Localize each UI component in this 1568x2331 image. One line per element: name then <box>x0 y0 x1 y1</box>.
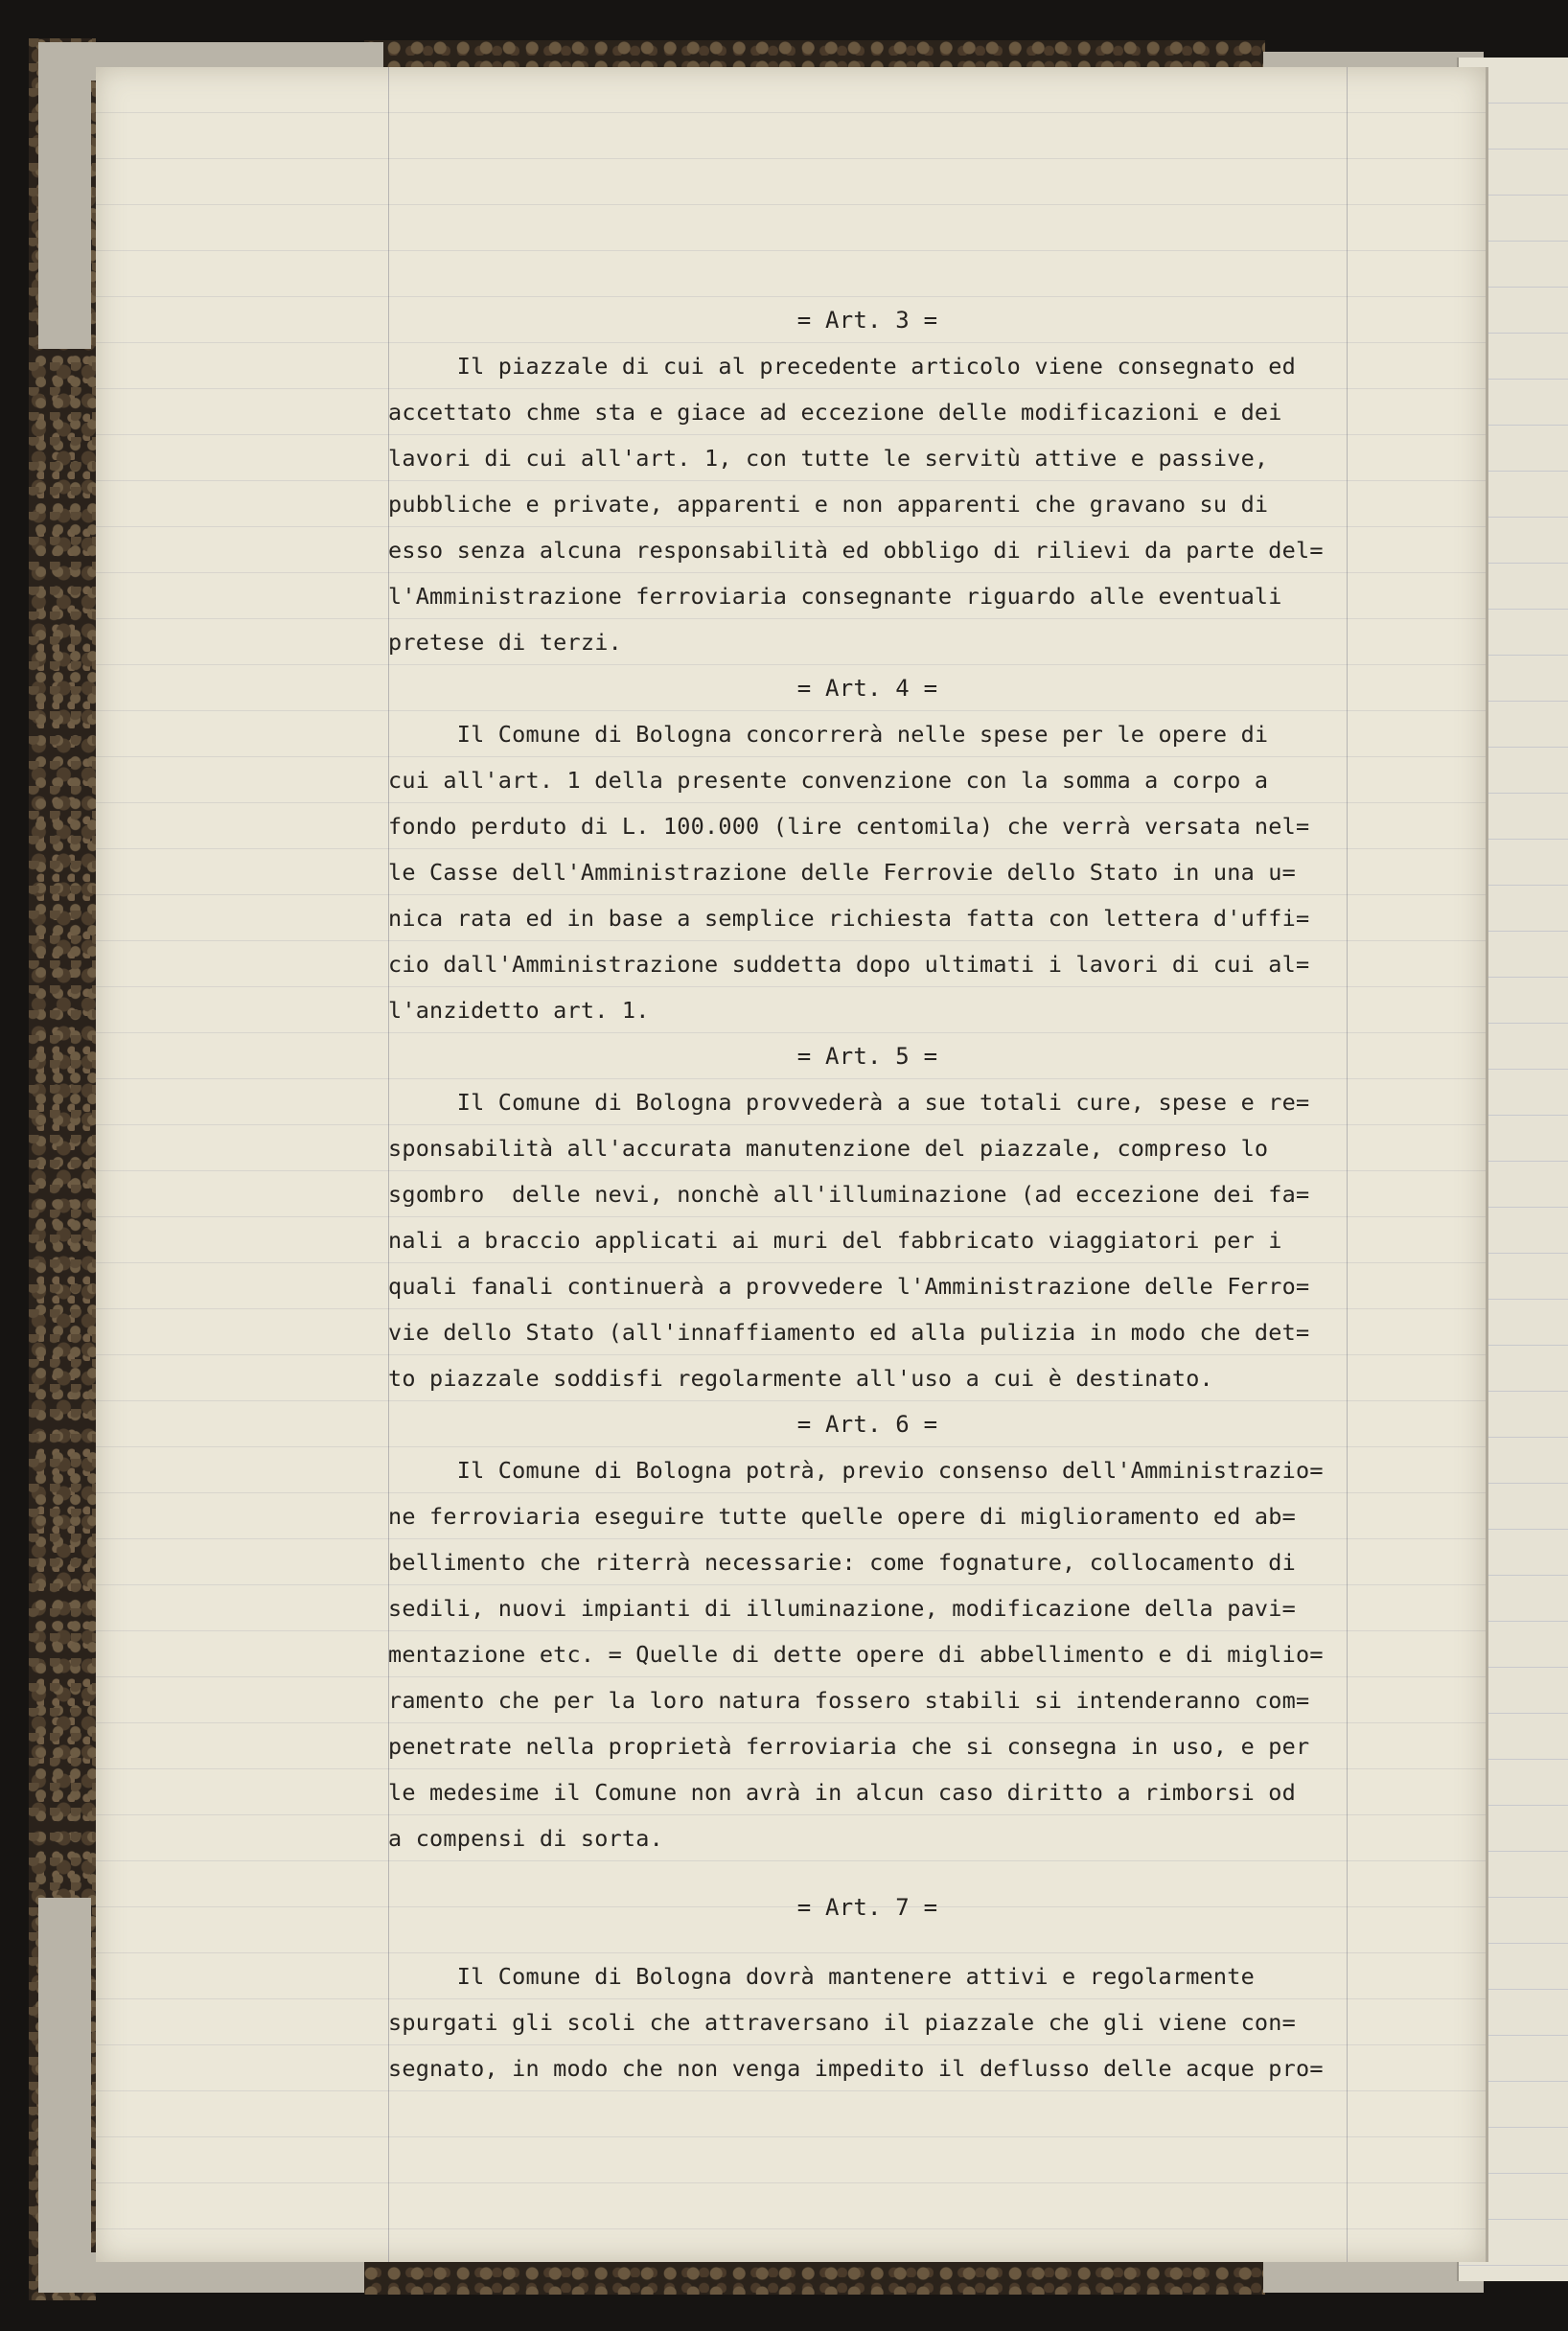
text-line: fondo perduto di L. 100.000 (lire centomila) che verrà versata nel= <box>388 813 1310 840</box>
article-heading <box>388 1884 1347 1930</box>
text-line: quali fanali continuerà a provvedere l'Amministrazione delle Ferro= <box>388 1273 1310 1300</box>
text-line: ramento che per la loro natura fossero stabili si intenderanno com= <box>388 1687 1310 1714</box>
text-line: nica rata ed in base a semplice richiesta fatta con lettera d'uffi= <box>388 905 1310 932</box>
paragraph-gap <box>388 1930 1462 1953</box>
text-line: sgombro delle nevi, nonchè all'illuminazione (ad eccezione dei fa= <box>388 1181 1310 1208</box>
text-line: Il piazzale di cui al precedente articolo viene consegnato ed <box>388 353 1296 380</box>
text-line: l'anzidetto art. 1. <box>388 997 650 1024</box>
text-line: nali a braccio applicati ai muri del fabbricato viaggiatori per i <box>388 1227 1282 1254</box>
article-7-heading: = Art. 7 = <box>796 1894 938 1921</box>
article-heading <box>388 1401 1347 1447</box>
article-heading <box>388 297 1347 343</box>
text-line: penetrate nella proprietà ferroviaria che si consegna in uso, e per <box>388 1733 1310 1760</box>
page-text <box>388 297 1462 2091</box>
article-heading <box>388 665 1347 711</box>
text-line: sedili, nuovi impianti di illuminazione, modificazione della pavi= <box>388 1595 1296 1622</box>
article-4-heading: = Art. 4 = <box>796 675 938 702</box>
text-line: to piazzale soddisfi regolarmente all'uso a cui è destinato. <box>388 1365 1213 1392</box>
text-line: pubbliche e private, apparenti e non apparenti che gravano su di <box>388 491 1269 518</box>
cloth-edge-left-top <box>38 42 91 349</box>
text-line: Il Comune di Bologna dovrà mantenere attivi e regolarmente <box>388 1963 1255 1990</box>
text-line: lavori di cui all'art. 1, con tutte le servitù attive e passive, <box>388 445 1269 472</box>
text-line: ne ferroviaria eseguire tutte quelle opere di miglioramento ed ab= <box>388 1503 1296 1530</box>
text-line: le medesime il Comune non avrà in alcun caso diritto a rimborsi od <box>388 1779 1296 1806</box>
text-line: spurgati gli scoli che attraversano il piazzale che gli viene con= <box>388 2009 1296 2036</box>
article-heading <box>388 1033 1347 1079</box>
article-5-heading: = Art. 5 = <box>796 1043 938 1070</box>
text-line: mentazione etc. = Quelle di dette opere di abbellimento e di miglio= <box>388 1641 1324 1668</box>
text-line: l'Amministrazione ferroviaria consegnante riguardo alle eventuali <box>388 583 1282 610</box>
text-line: pretese di terzi. <box>388 629 622 656</box>
text-line: le Casse dell'Amministrazione delle Ferrovie dello Stato in una u= <box>388 859 1296 886</box>
text-line: Il Comune di Bologna provvederà a sue totali cure, spese e re= <box>388 1089 1310 1116</box>
typed-page <box>96 67 1488 2262</box>
article-6-heading: = Art. 6 = <box>796 1411 938 1438</box>
text-line: accettato chme sta e giace ad eccezione delle modificazioni e dei <box>388 399 1282 426</box>
text-line: bellimento che riterrà necessarie: come fognature, collocamento di <box>388 1549 1296 1576</box>
paragraph-gap <box>388 1861 1462 1884</box>
text-line: cui all'art. 1 della presente convenzione con la somma a corpo a <box>388 767 1269 794</box>
text-line: Il Comune di Bologna potrà, previo consenso dell'Amministrazio= <box>388 1457 1324 1484</box>
text-line: sponsabilità all'accurata manutenzione del piazzale, compreso lo <box>388 1135 1269 1162</box>
article-3-heading: = Art. 3 = <box>796 307 938 334</box>
text-line: esso senza alcuna responsabilità ed obbligo di rilievi da parte del= <box>388 537 1324 564</box>
cloth-edge-left-bottom <box>38 1898 91 2291</box>
text-line: a compensi di sorta. <box>388 1825 663 1852</box>
text-line: vie dello Stato (all'innaffiamento ed alla pulizia in modo che det= <box>388 1319 1310 1346</box>
text-line: segnato, in modo che non venga impedito il deflusso delle acque pro= <box>388 2055 1324 2082</box>
text-line: cio dall'Amministrazione suddetta dopo ultimati i lavori di cui al= <box>388 951 1310 978</box>
text-line: Il Comune di Bologna concorrerà nelle spese per le opere di <box>388 721 1269 748</box>
